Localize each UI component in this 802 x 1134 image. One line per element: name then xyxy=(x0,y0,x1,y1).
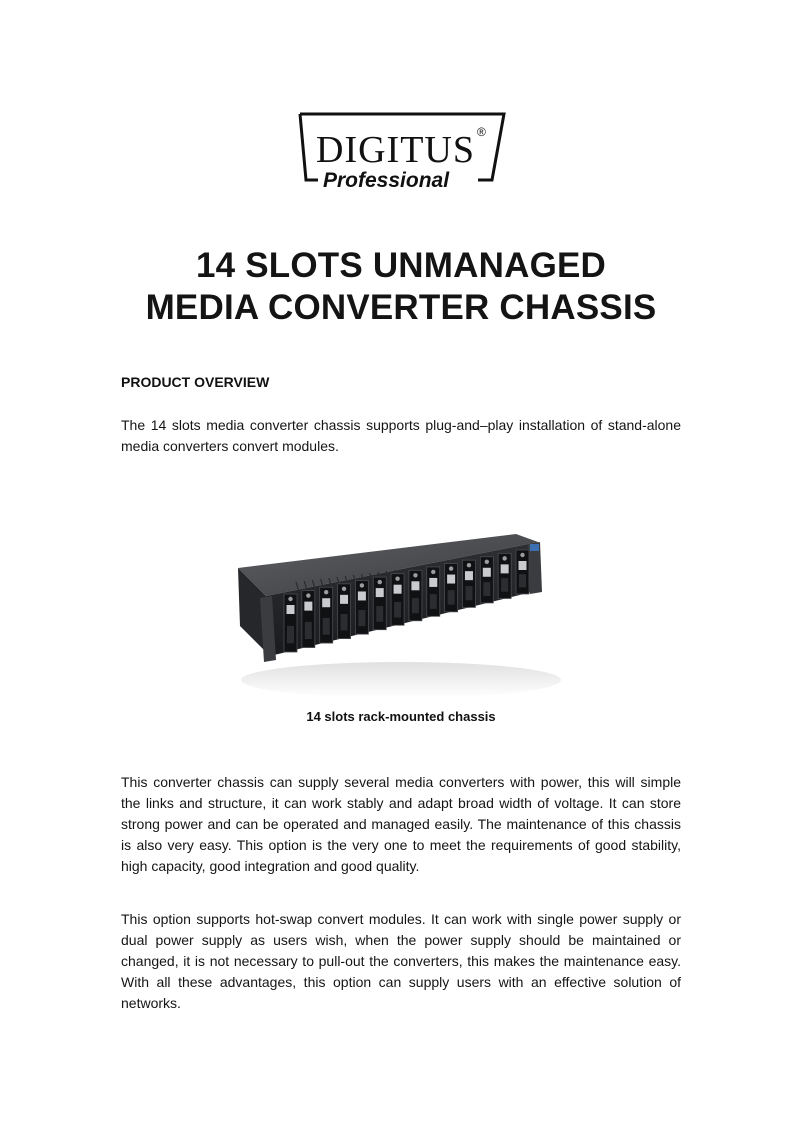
chassis-illustration xyxy=(226,508,572,704)
digitus-logo-graphic xyxy=(296,110,506,192)
converter-slot xyxy=(462,560,475,607)
figure-caption: 14 slots rack-mounted chassis xyxy=(306,709,496,724)
converter-slot xyxy=(284,594,297,652)
svg-text:®: ® xyxy=(477,125,486,139)
overview-intro-paragraph: The 14 slots media converter chassis supports plug-and–play installation of stand-alone media converters convert modules. xyxy=(121,417,681,454)
converter-slot xyxy=(320,587,333,643)
product-overview-heading: PRODUCT OVERVIEW xyxy=(121,374,270,390)
converter-slot xyxy=(516,550,529,594)
page-title-line-1: 14 SLOTS UNMANAGED xyxy=(195,246,607,285)
converter-slot xyxy=(480,557,493,603)
page-title-line-2: MEDIA CONVERTER CHASSIS xyxy=(145,288,657,327)
converter-slot xyxy=(498,553,511,598)
digitus-logo xyxy=(296,110,506,192)
converter-slot xyxy=(391,574,404,626)
converter-slot xyxy=(427,567,440,616)
converter-slot xyxy=(355,580,368,634)
converter-slot xyxy=(409,570,422,620)
converter-slot xyxy=(373,577,386,630)
body-paragraph-2: This option supports hot-swap convert modules. It can work with single power supply or dual power supply as users wish, when the power supply should be maintained or changed, it is not necessary to pull-out the converters, this makes the maintenance easy. With all these advantages, this option can supply users with an effective solution of networks. xyxy=(121,911,681,1011)
svg-text:DIGITUS: DIGITUS xyxy=(316,129,475,171)
converter-slot xyxy=(338,584,351,639)
chassis-product-image xyxy=(226,508,572,704)
svg-text:Professional: Professional xyxy=(323,169,450,192)
converter-slot xyxy=(445,564,458,612)
converter-slot xyxy=(302,591,315,648)
body-paragraph-1: This converter chassis can supply several media converters with power, this will simple the links and structure, it can work stably and adapt broad width of voltage. It can store strong power and can be operated and managed easily. The maintenance of this chassis is also very easy. This option is the very one to meet the requirements of good stability, high capacity, good integration and good quality. xyxy=(121,774,681,874)
